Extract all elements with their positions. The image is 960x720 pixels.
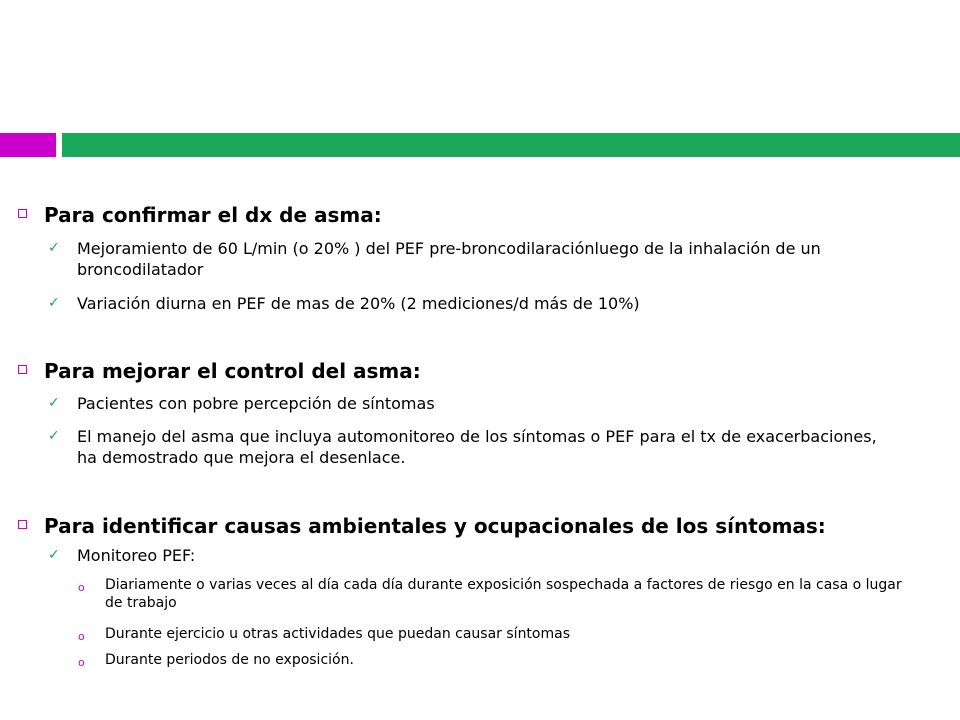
square-bullet-icon [18,365,27,374]
checkmark-icon: ✓ [48,395,60,411]
circle-bullet-icon: o [78,630,85,643]
square-bullet-icon [18,209,27,218]
checkmark-icon: ✓ [48,428,60,444]
checkmark-icon: ✓ [48,547,60,563]
circle-bullet-icon: o [78,581,85,594]
circle-bullet-icon: o [78,656,85,669]
header-accent-magenta [0,133,56,157]
checkmark-icon: ✓ [48,295,60,311]
header-accent-green [62,133,960,157]
square-bullet-icon [18,520,27,529]
checkmark-icon: ✓ [48,240,60,256]
